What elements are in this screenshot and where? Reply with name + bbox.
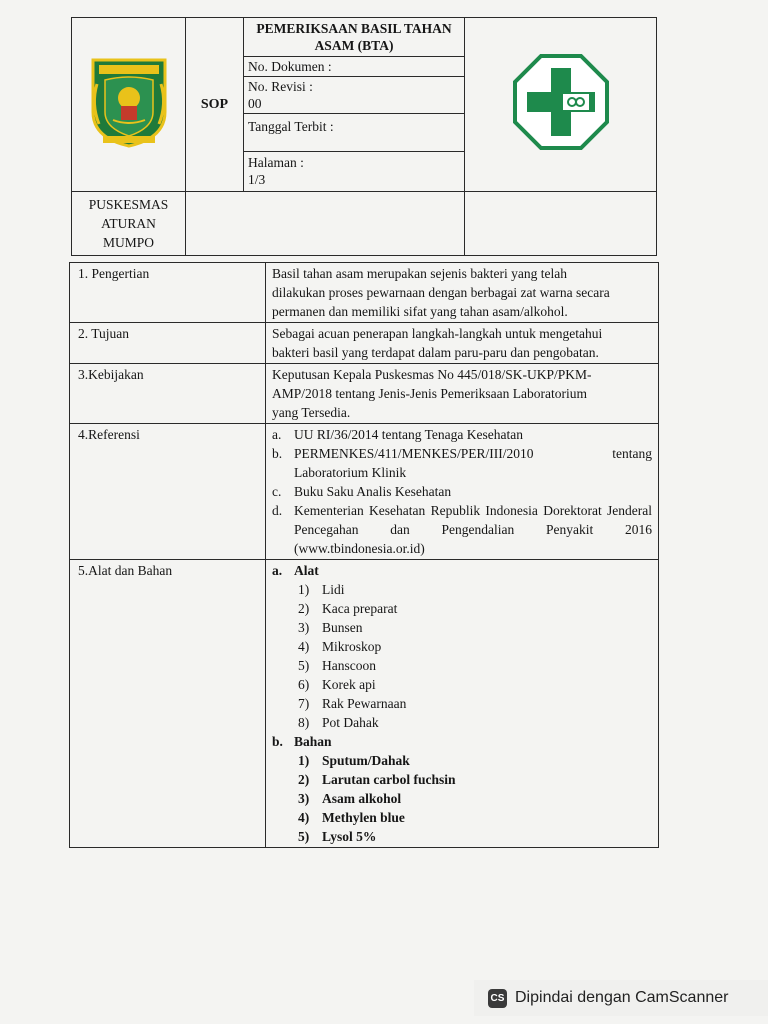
list-letter: c. [272,484,282,499]
section-label: 4.Referensi [70,424,266,560]
alat-list [272,580,652,732]
text-line: Basil tahan asam merupakan sejenis bakteri yang telah [272,266,568,281]
item-number: 7) [298,696,310,711]
camscanner-icon: CS [488,989,507,1008]
reference-text: Buku Saku Analis Kesehatan [294,484,452,499]
reference-text: UU RI/36/2014 tentang Tenaga Kesehatan [294,427,523,442]
bahan-title: Bahan [294,734,332,749]
puskesmas-line-3: MUMPO [102,235,154,250]
section-content [266,424,659,560]
section-label: 5.Alat dan Bahan [70,560,266,848]
item-number: 1) [298,753,310,768]
section-content [266,323,659,364]
no-dokumen-field: No. Dokumen : [244,57,465,77]
item-text: Lysol 5% [322,829,377,844]
text-line: dilakukan proses pewarnaan dengan berbagai zat warna secara [272,285,610,300]
list-item [272,770,652,789]
section-row-pengertian [70,263,659,323]
item-text: Lidi [322,582,345,597]
tanggal-terbit-field: Tanggal Terbit : [244,114,465,152]
text-line: yang Tersedia. [272,405,351,420]
sop-header-table [71,17,657,256]
empty-cell-right [465,192,657,256]
section-content [266,560,659,848]
list-item [272,618,652,637]
item-number: 8) [298,715,310,730]
puskesmas-cross-icon [511,52,611,152]
section-label: 1. Pengertian [70,263,266,323]
section-row-tujuan [70,323,659,364]
list-item [272,808,652,827]
list-item [272,656,652,675]
text-line: permanen dan memiliki sifat yang tahan asam/alkohol. [272,304,568,319]
puskesmas-logo-cell [465,18,657,192]
no-revisi-field [244,77,465,114]
halaman-label: Halaman : [248,155,304,170]
regency-emblem-logo [83,54,175,150]
puskesmas-line-1: PUSKESMAS [88,197,169,212]
item-text: Pot Dahak [322,715,379,730]
list-letter: a. [272,427,282,442]
alat-title: Alat [294,563,319,578]
text-line: Sebagai acuan penerapan langkah-langkah untuk mengetahui [272,326,603,341]
halaman-value: 1/3 [248,172,266,187]
list-letter: d. [272,503,283,518]
no-revisi-value: 00 [248,96,262,111]
item-text: Hanscoon [322,658,376,673]
list-item [272,751,652,770]
item-text: Sputum/Dahak [322,753,410,768]
list-item [272,599,652,618]
reference-item [272,482,652,501]
bahan-heading [272,732,652,751]
reference-item [272,501,652,558]
list-item [272,637,652,656]
puskesmas-line-2: ATURAN [101,216,156,231]
empty-cell [186,192,465,256]
item-number: 3) [298,620,310,635]
reference-item [272,425,652,444]
puskesmas-name [72,192,186,256]
list-item [272,789,652,808]
item-number: 4) [298,810,310,825]
sop-label: SOP [186,18,244,192]
list-letter: a. [272,563,283,578]
item-number: 5) [298,658,310,673]
item-text: Larutan carbol fuchsin [322,772,456,787]
item-text: Kaca preparat [322,601,398,616]
list-letter: b. [272,734,283,749]
item-number: 3) [298,791,310,806]
item-number: 1) [298,582,310,597]
section-row-kebijakan [70,364,659,424]
camscanner-text: Dipindai dengan CamScanner [515,989,729,1006]
reference-text: PERMENKES/411/MENKES/PER/III/2010 tentang Laboratorium Klinik [294,446,652,480]
text-line: AMP/2018 tentang Jenis-Jenis Pemeriksaan Laboratorium [272,386,587,401]
item-text: Asam alkohol [322,791,402,806]
halaman-field [244,152,465,192]
item-text: Rak Pewarnaan [322,696,407,711]
section-label: 2. Tujuan [70,323,266,364]
section-row-alat-bahan [70,560,659,848]
item-text: Mikroskop [322,639,382,654]
section-content [266,364,659,424]
item-text: Korek api [322,677,376,692]
item-number: 5) [298,829,310,844]
item-text: Bunsen [322,620,363,635]
no-revisi-label: No. Revisi : [248,79,313,94]
item-number: 6) [298,677,310,692]
list-item [272,694,652,713]
reference-item [272,444,652,482]
section-row-referensi [70,424,659,560]
title-line-1: PEMERIKSAAN BASIL TAHAN [256,21,452,36]
regency-logo-cell [72,18,186,192]
list-item [272,713,652,732]
bahan-list [272,751,652,846]
section-content [266,263,659,323]
list-item [272,675,652,694]
item-number: 2) [298,772,310,787]
list-item [272,580,652,599]
list-letter: b. [272,446,283,461]
sop-content-table [69,262,659,848]
camscanner-watermark [474,980,768,1016]
item-text: Methylen blue [322,810,405,825]
reference-text: Kementerian Kesehatan Republik Indonesia Dorektorat Jenderal Pencegahan dan Pengendalian Penyakit 2016 (www.tbindonesia.or.id) [294,503,652,556]
text-line: Keputusan Kepala Puskesmas No 445/018/SK-UKP/PKM- [272,367,592,382]
alat-heading [272,561,652,580]
title-line-2: ASAM (BTA) [314,38,394,53]
text-line: bakteri basil yang terdapat dalam paru-paru dan pengobatan. [272,345,599,360]
item-number: 2) [298,601,310,616]
item-number: 4) [298,639,310,654]
list-item [272,827,652,846]
section-label: 3.Kebijakan [70,364,266,424]
document-title [244,18,465,57]
